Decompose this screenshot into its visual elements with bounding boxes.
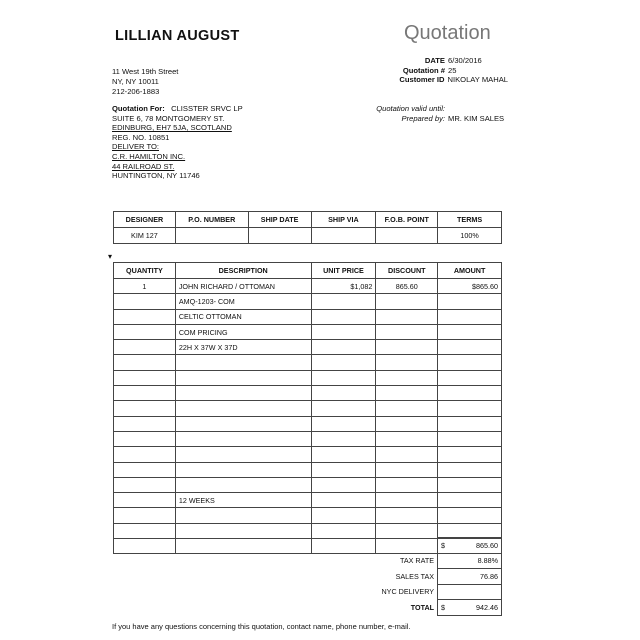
po-number-value [175, 228, 248, 244]
description-cell [175, 447, 311, 462]
nyc-delivery-value [438, 584, 502, 600]
footer-note: If you have any questions concerning this quotation, contact name, phone number, e-mail. [112, 622, 411, 631]
client-name: CLISSTER SRVC LP [171, 104, 243, 113]
ship-via-value [311, 228, 376, 244]
col-ship-via: SHIP VIA [311, 212, 376, 228]
address-line: 11 West 19th Street [112, 67, 179, 76]
quantity-cell: 1 [114, 279, 176, 294]
description-cell [175, 462, 311, 477]
unit-price-cell [311, 447, 376, 462]
table-row [114, 508, 502, 523]
amount-cell [438, 493, 502, 508]
company-address [112, 67, 178, 98]
quote-meta [300, 56, 508, 85]
description-cell [175, 416, 311, 431]
ship-date-value [248, 228, 311, 244]
amount-cell [438, 309, 502, 324]
table-row [114, 493, 502, 508]
unit-price-cell [311, 508, 376, 523]
tax-rate-row [113, 553, 502, 569]
table-row [114, 355, 502, 370]
nyc-delivery-label: NYC DELIVERY [381, 587, 435, 597]
description-cell [175, 370, 311, 385]
sales-tax-row [113, 569, 502, 585]
discount-cell [376, 309, 438, 324]
address-line: NY, NY 10011 [112, 77, 159, 87]
discount-cell [376, 462, 438, 477]
unit-price-cell [311, 493, 376, 508]
discount-cell [376, 477, 438, 492]
amount-cell: $865.60 [438, 279, 502, 294]
quantity-cell [114, 401, 176, 416]
amount-cell [438, 431, 502, 446]
quantity-cell [114, 493, 176, 508]
quote-validity [300, 104, 508, 123]
quantity-cell [114, 370, 176, 385]
col-quantity: QUANTITY [114, 263, 176, 279]
unit-price-cell [311, 401, 376, 416]
col-po-number: P.O. NUMBER [175, 212, 248, 228]
col-unit-price: UNIT PRICE [311, 263, 376, 279]
col-terms: TERMS [438, 212, 502, 228]
description-cell [175, 477, 311, 492]
description-cell [175, 355, 311, 370]
quantity-cell [114, 386, 176, 401]
address-line: 212-206-1883 [112, 87, 160, 97]
unit-price-cell [311, 294, 376, 309]
fob-point-value [376, 228, 438, 244]
quantity-cell [114, 508, 176, 523]
amount-cell [438, 294, 502, 309]
quantity-cell [114, 462, 176, 477]
discount-cell [376, 355, 438, 370]
unit-price-cell [311, 309, 376, 324]
order-header-row [114, 212, 502, 228]
unit-price-cell [311, 324, 376, 339]
description-cell: COM PRICING [175, 324, 311, 339]
description-cell: JOHN RICHARD / OTTOMAN [175, 279, 311, 294]
col-fob-point: F.O.B. POINT [376, 212, 438, 228]
table-row [114, 447, 502, 462]
unit-price-cell: $1,082 [311, 279, 376, 294]
amount-cell [438, 370, 502, 385]
discount-cell [376, 508, 438, 523]
quantity-cell [114, 355, 176, 370]
description-cell: CELTIC OTTOMAN [175, 309, 311, 324]
unit-price-cell [311, 477, 376, 492]
col-ship-date: SHIP DATE [248, 212, 311, 228]
meta-date: DATE 6/30/2016 [424, 56, 482, 65]
description-cell [175, 386, 311, 401]
total-value: 942.46 [476, 602, 498, 612]
quotation-for-block [112, 104, 243, 181]
description-cell [175, 401, 311, 416]
quantity-cell [114, 477, 176, 492]
table-row [114, 386, 502, 401]
deliver-line: 44 RAILROAD ST. [112, 161, 175, 171]
quantity-cell [114, 431, 176, 446]
discount-cell [376, 324, 438, 339]
unit-price-cell [311, 416, 376, 431]
terms-value: 100% [438, 228, 502, 244]
discount-cell [376, 370, 438, 385]
items-table [113, 262, 502, 554]
quantity-cell [114, 340, 176, 355]
description-cell: AMQ-1203- COM [175, 294, 311, 309]
quantity-cell [114, 447, 176, 462]
table-row [114, 462, 502, 477]
unit-price-cell [311, 340, 376, 355]
designer-value: KIM 127 [114, 228, 176, 244]
sales-tax-label: SALES TAX [395, 571, 435, 581]
amount-cell [438, 340, 502, 355]
table-row [114, 324, 502, 339]
discount-cell [376, 493, 438, 508]
prepared-by: Prepared by: MR. KIM SALES [401, 113, 505, 123]
discount-cell [376, 294, 438, 309]
scan-mark: ▾ [108, 252, 113, 261]
client-line: EDINBURG, EH7 5JA, SCOTLAND [112, 123, 232, 133]
order-data-row [114, 228, 502, 244]
totals-table [113, 537, 502, 616]
quantity-cell [114, 416, 176, 431]
description-cell: 22H X 37W X 37D [175, 340, 311, 355]
tax-rate-label: TAX RATE [399, 556, 435, 566]
discount-cell [376, 386, 438, 401]
table-row [114, 477, 502, 492]
table-row [114, 279, 502, 294]
description-cell [175, 508, 311, 523]
quantity-cell [114, 294, 176, 309]
company-name: LILLIAN AUGUST [115, 28, 240, 44]
meta-customer-id: Customer ID NIKOLAY MAHAL [399, 75, 508, 85]
amount-cell [438, 462, 502, 477]
table-row [114, 416, 502, 431]
discount-cell [376, 401, 438, 416]
unit-price-cell [311, 386, 376, 401]
quantity-cell [114, 309, 176, 324]
amount-cell [438, 447, 502, 462]
sales-tax-value: 76.86 [438, 569, 502, 585]
quantity-cell [114, 324, 176, 339]
table-row [114, 294, 502, 309]
unit-price-cell [311, 431, 376, 446]
table-row [114, 309, 502, 324]
description-cell: 12 WEEKS [175, 493, 311, 508]
tax-rate-value: 8.88% [438, 553, 502, 569]
quotation-for-label: Quotation For: [112, 104, 165, 113]
deliver-line: C.R. HAMILTON INC. [112, 151, 186, 161]
discount-cell [376, 447, 438, 462]
amount-cell [438, 386, 502, 401]
nyc-delivery-row [113, 584, 502, 600]
col-designer: DESIGNER [114, 212, 176, 228]
deliver-line: HUNTINGTON, NY 11746 [112, 171, 200, 181]
col-amount: AMOUNT [438, 263, 502, 279]
col-discount: DISCOUNT [376, 263, 438, 279]
table-row [114, 401, 502, 416]
discount-cell [376, 416, 438, 431]
items-header-row [114, 263, 502, 279]
valid-until: Quotation valid until: [376, 104, 445, 113]
amount-cell [438, 477, 502, 492]
deliver-to-label: DELIVER TO: [112, 142, 159, 152]
unit-price-cell [311, 355, 376, 370]
amount-cell [438, 416, 502, 431]
client-line: SUITE 6, 78 MONTGOMERY ST. [112, 113, 225, 123]
table-row [114, 370, 502, 385]
total-row: TOTAL $ 942.46 [113, 600, 502, 616]
col-description: DESCRIPTION [175, 263, 311, 279]
discount-cell: 865.60 [376, 279, 438, 294]
order-info-table [113, 211, 502, 244]
description-cell [175, 431, 311, 446]
meta-quote-number: Quotation # 25 [402, 65, 457, 75]
subtotal-row: $ 865.60 [113, 538, 502, 554]
unit-price-cell [311, 370, 376, 385]
table-row [114, 340, 502, 355]
subtotal-value: 865.60 [476, 540, 498, 550]
amount-cell [438, 508, 502, 523]
discount-cell [376, 431, 438, 446]
amount-cell [438, 401, 502, 416]
amount-cell [438, 355, 502, 370]
document-title: Quotation [404, 22, 491, 44]
total-label: TOTAL [410, 602, 435, 612]
client-line: REG. NO. 10851 [112, 132, 170, 142]
unit-price-cell [311, 462, 376, 477]
discount-cell [376, 340, 438, 355]
amount-cell [438, 324, 502, 339]
table-row [114, 431, 502, 446]
